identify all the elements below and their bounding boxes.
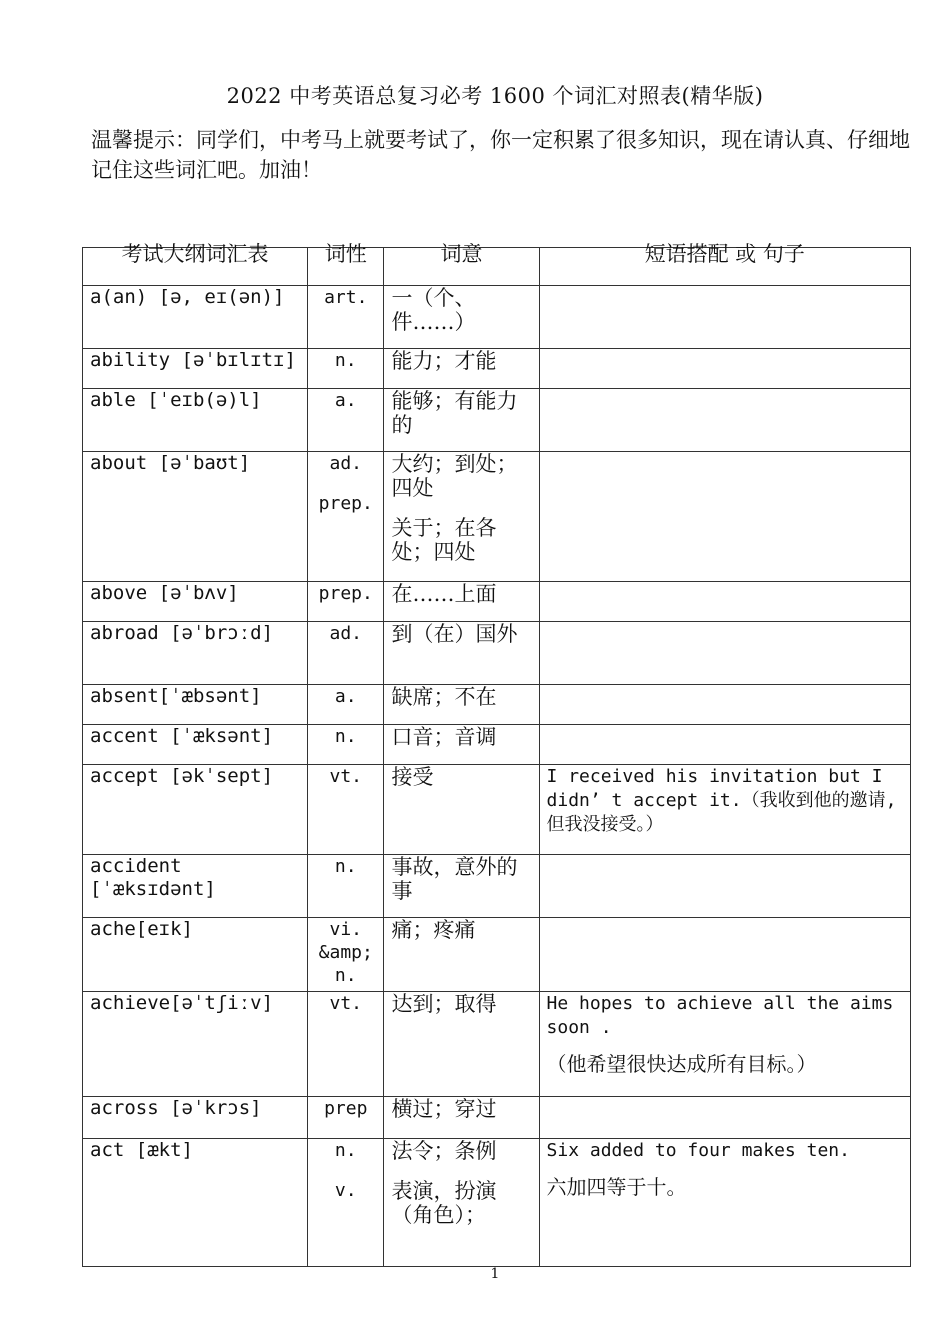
example-sentence: 六加四等于十。 <box>546 1175 687 1199</box>
vocab-word: able [ˈeɪb(ə)l] <box>83 389 308 452</box>
word-meaning <box>384 349 539 389</box>
table-row <box>83 725 911 765</box>
part-of-speech-value: ad. <box>329 453 362 474</box>
word-meaning <box>384 389 539 452</box>
meaning-text: 能力；才能 <box>391 349 497 373</box>
meaning-text: 缺席；不在 <box>391 685 497 709</box>
word-meaning <box>384 1139 539 1267</box>
part-of-speech <box>308 765 384 855</box>
intro-paragraph: 温馨提示：同学们，中考马上就要考试了，你一定积累了很多知识，现在请认真、仔细地记住这些词汇吧。加油！ <box>91 128 910 182</box>
meaning-text: 法令；条例 <box>391 1139 497 1163</box>
word-meaning <box>384 992 539 1097</box>
word-meaning <box>384 918 539 992</box>
vocab-word: above [əˈbʌv] <box>83 582 308 622</box>
phrase-or-sentence <box>539 1097 910 1139</box>
part-of-speech-value: n. <box>334 350 357 371</box>
example-sentence: He hopes to achieve all the aims soon . <box>546 993 894 1038</box>
part-of-speech <box>308 452 384 582</box>
example-sentence: I received his invitation but I didn’ t accept it.（我收到他的邀请,但我没接受。） <box>546 766 897 835</box>
part-of-speech-value: n. <box>334 726 357 747</box>
part-of-speech-value: n. <box>334 1140 357 1161</box>
vocab-word: across [əˈkrɔs] <box>83 1097 308 1139</box>
meaning-text: 接受 <box>391 765 434 789</box>
vocab-word: accept [əkˈsept] <box>83 765 308 855</box>
vocab-word: abroad [əˈbrɔːd] <box>83 622 308 685</box>
phrase-or-sentence <box>539 582 910 622</box>
header-pos: 词性 <box>308 248 384 286</box>
part-of-speech <box>308 349 384 389</box>
part-of-speech <box>308 389 384 452</box>
word-meaning <box>384 452 539 582</box>
phrase-or-sentence <box>539 1139 910 1267</box>
part-of-speech-value: v. <box>334 1180 357 1201</box>
meaning-text: 事故，意外的事 <box>391 855 518 903</box>
table-row <box>83 389 911 452</box>
part-of-speech <box>308 685 384 725</box>
page-number: 1 <box>490 1266 500 1282</box>
vocab-word: ache[eɪk] <box>83 918 308 992</box>
phrase-or-sentence <box>539 389 910 452</box>
meaning-text: 一（个、件……） <box>391 286 476 334</box>
phrase-or-sentence <box>539 765 910 855</box>
vocab-word: a(an) [ə, eɪ(ən)] <box>83 286 308 349</box>
part-of-speech <box>308 992 384 1097</box>
example-sentence: （他希望很快达成所有目标。） <box>546 1052 817 1076</box>
meaning-text: 痛；疼痛 <box>391 918 476 942</box>
meaning-text: 大约；到处；四处 <box>391 452 518 500</box>
part-of-speech-value: art. <box>324 287 368 308</box>
part-of-speech-value: vt. <box>329 766 362 787</box>
table-row <box>83 582 911 622</box>
table-row <box>83 1097 911 1139</box>
word-meaning <box>384 685 539 725</box>
table-row <box>83 349 911 389</box>
meaning-text: 关于；在各处；四处 <box>391 516 497 564</box>
part-of-speech-value: ad. <box>329 623 362 644</box>
part-of-speech <box>308 725 384 765</box>
part-of-speech-value: vi. &amp; n. <box>318 919 373 986</box>
meaning-text: 表演，扮演（角色）； <box>391 1179 497 1227</box>
part-of-speech-value: prep <box>324 1098 368 1119</box>
phrase-or-sentence <box>539 452 910 582</box>
phrase-or-sentence <box>539 286 910 349</box>
vocab-word: act [ækt] <box>83 1139 308 1267</box>
part-of-speech-value: vt. <box>329 993 362 1014</box>
word-meaning <box>384 1097 539 1139</box>
header-word: 考试大纲词汇表 <box>83 248 308 286</box>
table-row <box>83 855 911 918</box>
meaning-text: 横过；穿过 <box>391 1097 497 1121</box>
phrase-or-sentence <box>539 622 910 685</box>
phrase-or-sentence <box>539 725 910 765</box>
vocab-word: ability [əˈbɪlɪtɪ] <box>83 349 308 389</box>
table-row <box>83 622 911 685</box>
word-meaning <box>384 582 539 622</box>
part-of-speech-value: a. <box>334 390 357 411</box>
part-of-speech <box>308 622 384 685</box>
header-meaning: 词意 <box>384 248 539 286</box>
part-of-speech-value: n. <box>334 856 357 877</box>
part-of-speech <box>308 1097 384 1139</box>
phrase-or-sentence <box>539 918 910 992</box>
word-meaning <box>384 725 539 765</box>
meaning-text: 口音；音调 <box>391 725 497 749</box>
table-row <box>83 685 911 725</box>
part-of-speech-value: prep. <box>318 493 373 514</box>
table-row <box>83 452 911 582</box>
document-title: 2022 中考英语总复习必考 1600 个词汇对照表(精华版) <box>226 84 764 108</box>
part-of-speech <box>308 286 384 349</box>
vocab-word: about [əˈbaʊt] <box>83 452 308 582</box>
vocab-word: accident [ˈæksɪdənt] <box>83 855 308 918</box>
part-of-speech <box>308 1139 384 1267</box>
vocab-word: accent [ˈæksənt] <box>83 725 308 765</box>
table-row <box>83 286 911 349</box>
table-row <box>83 918 911 992</box>
vocab-word: achieve[əˈtʃiːv] <box>83 992 308 1097</box>
part-of-speech <box>308 855 384 918</box>
header-phrase: 短语搭配 或 句子 <box>539 248 910 286</box>
meaning-text: 达到；取得 <box>391 992 497 1016</box>
phrase-or-sentence <box>539 685 910 725</box>
word-meaning <box>384 286 539 349</box>
table-header-row <box>83 248 911 286</box>
vocab-word: absent[ˈæbsənt] <box>83 685 308 725</box>
vocabulary-table-body <box>83 286 911 1267</box>
phrase-or-sentence <box>539 992 910 1097</box>
meaning-text: 到（在）国外 <box>391 622 518 646</box>
vocabulary-table <box>82 242 911 1267</box>
part-of-speech <box>308 918 384 992</box>
phrase-or-sentence <box>539 855 910 918</box>
word-meaning <box>384 622 539 685</box>
part-of-speech <box>308 582 384 622</box>
table-row <box>83 1139 911 1267</box>
part-of-speech-value: prep. <box>318 583 373 604</box>
word-meaning <box>384 765 539 855</box>
phrase-or-sentence <box>539 349 910 389</box>
word-meaning <box>384 855 539 918</box>
table-row <box>83 765 911 855</box>
table-row <box>83 992 911 1097</box>
meaning-text: 在……上面 <box>391 582 497 606</box>
part-of-speech-value: a. <box>334 686 357 707</box>
example-sentence: Six added to four makes ten. <box>546 1140 850 1161</box>
meaning-text: 能够；有能力的 <box>391 389 518 437</box>
